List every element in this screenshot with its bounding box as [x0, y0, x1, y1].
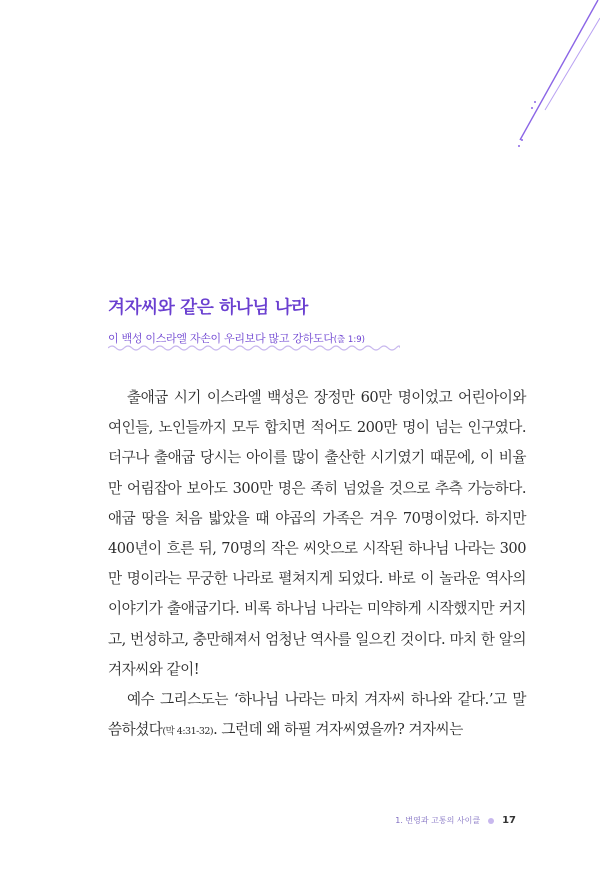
chapter-label: 1. 번영과 고통의 사이클 [395, 816, 481, 825]
section-title: 겨자씨와 같은 하나님 나라 [108, 298, 309, 318]
paragraph-2-continuation: . 그런데 왜 하필 겨자씨였을까? 겨자씨는 [213, 721, 463, 739]
footer-dot [488, 818, 494, 824]
wavy-underline [108, 344, 400, 352]
decorative-line-long [520, 0, 598, 140]
body-text [108, 383, 526, 747]
subtitle-text: 이 백성 이스라엘 자손이 우리보다 많고 강하도다 [108, 332, 334, 345]
decorative-lines [0, 0, 600, 160]
page-footer [395, 815, 516, 826]
scripture-reference: (막 4:31-32) [162, 726, 214, 738]
paragraph-1: 출애굽 시기 이스라엘 백성은 장정만 60만 명이었고 어린아이와 여인들, 노인들까지 모두 합치면 적어도 200만 명이 넘는 인구였다. 더구나 출애굽 당시는 아이를 많이 출산한 시기였기 때문에, 이 비율만 어림잡아 보아도 300만 명은 족히 넘었을 것으로 추측 가능하다. 애굽 땅을 처음 밟았을 때 야곱의 가족은 겨우 70명이었다. 하지만 400년이 흐른 뒤, 70명의 작은 씨앗으로 시작된 하나님 나라는 300만 명이라는 무궁한 나라로 펼쳐지게 되었다. 바로 이 놀라운 역사의 이야기가 출애굽기다. 비록 하나님 나라는 미약하게 시작했지만 커지고, 번성하고, 충만해져서 엄청난 역사를 일으킨 것이다. 마치 한 알의 겨자씨와 같이! [108, 389, 526, 678]
decorative-line-short [545, 18, 600, 110]
decorative-dot [531, 107, 533, 109]
paragraph-2-text: 예수 그리스도는 ‘하나님 나라는 마치 겨자씨 하나와 같다.’고 말씀하셨다 [108, 691, 526, 739]
subtitle-reference: (출 1:9) [333, 335, 365, 345]
paragraph-2 [108, 685, 526, 747]
decorative-dot [521, 139, 523, 141]
decorative-dot [534, 101, 536, 103]
decorative-dot [518, 145, 520, 147]
page-number: 17 [502, 815, 516, 826]
